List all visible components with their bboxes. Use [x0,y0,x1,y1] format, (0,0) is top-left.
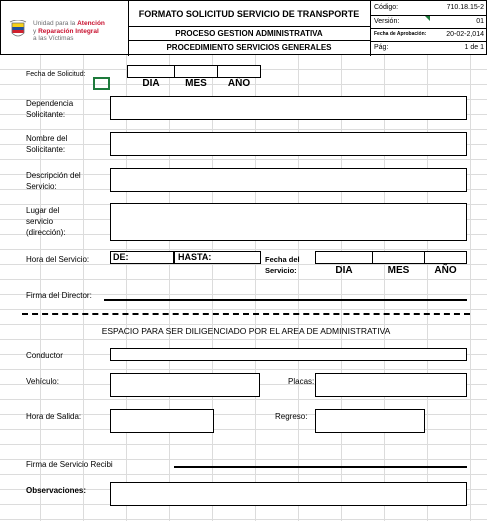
director-signature-label: Firma del Director: [26,291,92,300]
requester-name-label: Nombre del Solicitante: [26,134,68,154]
institution-logo [7,20,125,44]
request-month-field[interactable] [174,65,218,78]
return-time-input[interactable] [315,409,425,433]
vehicle-input[interactable] [110,373,260,397]
plates-label: Placas: [288,377,315,386]
plates-input[interactable] [315,373,467,397]
logo-text [33,20,105,43]
time-to-label: HASTA: [178,252,212,262]
service-received-signature-line[interactable] [174,466,467,468]
service-day-field[interactable] [315,251,373,264]
logo-line-1: Unidad para la [33,20,78,27]
coat-of-arms-icon [7,20,29,40]
form-title: FORMATO SOLICITUD SERVICIO DE TRANSPORTE [138,9,360,19]
director-signature-line[interactable] [104,299,467,301]
service-date-label: Fecha del Servicio: [265,255,300,275]
meta-version-label: Versión: [374,18,400,25]
meta-approval-value: 20-02-2,014 [446,31,484,38]
meta-approval-label: Fecha de Aprobación: [374,31,427,37]
service-time-label: Hora del Servicio: [26,255,90,264]
logo-line-1-emphasis: Atención [77,20,105,27]
service-year-field[interactable] [424,251,467,264]
document-header [0,0,487,55]
service-location-input[interactable] [110,203,467,241]
meta-code-value: 710.18.15-2 [446,4,484,11]
section-separator [22,313,470,315]
meta-code-label: Código: [374,4,399,11]
time-from-label: DE: [113,252,129,262]
request-year-caption: AÑO [227,78,251,89]
observations-input[interactable] [110,482,467,506]
driver-input[interactable] [110,348,467,361]
request-month-caption: MES [185,78,207,89]
dependency-label: Dependencia Solicitante: [26,99,74,119]
request-date-label: Fecha de Solicitud: [26,71,86,78]
request-year-field[interactable] [217,65,261,78]
service-received-signature-label: Firma de Servicio Recibi [26,460,113,469]
service-month-field[interactable] [372,251,425,264]
logo-line-2-emphasis: Reparación Integral [38,27,99,35]
logo-line-3: a las Víctimas [33,35,74,42]
logo-line-2: y [33,27,39,35]
selected-cell[interactable] [93,77,110,90]
observations-label: Observaciones: [26,486,87,495]
procedure-name: PROCEDIMIENTO SERVICIOS GENERALES [166,43,332,52]
vehicle-label: Vehículo: [26,377,59,386]
departure-time-label: Hora de Salida: [26,412,82,421]
service-year-caption: AÑO [434,265,457,276]
meta-page-value: 1 de 1 [464,44,484,51]
requester-name-input[interactable] [110,132,467,156]
return-time-label: Regreso: [275,412,308,421]
process-name: PROCESO GESTION ADMINISTRATIVA [175,29,323,38]
service-month-caption: MES [387,265,410,276]
service-description-label: Descripción del Servicio: [26,171,81,191]
departure-time-input[interactable] [110,409,214,433]
service-location-label: Lugar del servicio (dirección): [26,206,66,237]
meta-version-value: 01 [476,18,484,25]
meta-page-label: Pág: [374,44,389,51]
cell-comment-marker [425,16,430,21]
service-day-caption: DIA [335,265,353,276]
service-description-input[interactable] [110,168,467,192]
driver-label: Conductor [26,351,63,360]
request-day-caption: DIA [142,78,160,89]
request-day-field[interactable] [127,65,175,78]
admin-section-title: ESPACIO PARA SER DILIGENCIADO POR EL AREA DE ADMINISTRATIVA [101,326,391,336]
dependency-input[interactable] [110,96,467,120]
